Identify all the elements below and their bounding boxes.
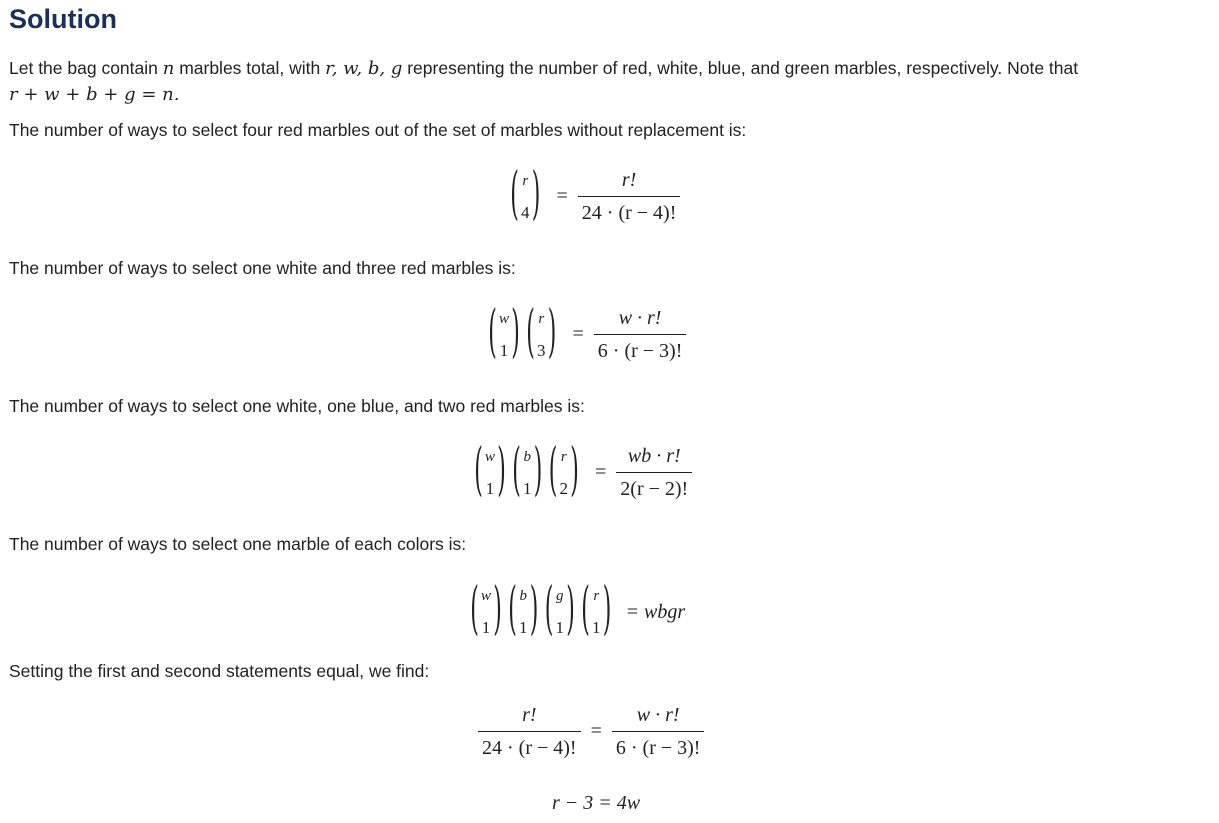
denominator: 24 · (r − 4)! xyxy=(578,196,681,225)
left-fraction xyxy=(478,703,581,760)
binom-top: g xyxy=(556,588,564,604)
binom-top: r xyxy=(538,310,545,327)
binom-bottom: 1 xyxy=(592,618,601,637)
binom-top: r xyxy=(522,172,529,189)
intro-sum-line xyxy=(9,81,179,108)
binom-bottom: 3 xyxy=(537,340,546,360)
binomial-r-3: ( r 3 ) xyxy=(526,300,557,366)
binomial-r-1: ( r 1 ) xyxy=(581,578,612,644)
binomial-w-1: ( w 1 ) xyxy=(474,438,506,504)
binom-bottom: 1 xyxy=(481,618,491,637)
binomial-w-1: ( w 1 ) xyxy=(488,300,520,366)
paragraph-white-three-red: The number of ways to select one white and three red marbles is: xyxy=(9,258,516,278)
fraction xyxy=(594,306,687,363)
binomial-r-4: ( r 4 ) xyxy=(510,162,541,228)
equation-each-color xyxy=(470,578,686,644)
numerator: w · r! xyxy=(618,307,662,329)
intro-text-c: representing the number of red, white, blue, and green marbles, respectively. Note that xyxy=(402,58,1079,78)
binomial-w-1: ( w 1 ) xyxy=(470,578,502,644)
binomial-b-1: ( b 1 ) xyxy=(512,438,543,504)
fraction xyxy=(578,168,681,225)
binom-bottom: 1 xyxy=(523,478,532,498)
equation-white-blue-two-red: ( w 1 ) ( b 1 ) ( r 2 ) = $\frac{wb \cdot r!}{2(r - 2)!}$ xyxy=(474,444,692,501)
binom-top: w xyxy=(499,310,510,327)
product-rhs: = wbgr xyxy=(625,600,686,623)
binom-bottom: 4 xyxy=(521,202,530,222)
equation-four-red: ( r 4 ) = $\frac{r!}{24 \cdot (r - 4)!}$ xyxy=(510,168,680,225)
var-n: n xyxy=(162,58,175,79)
var-list: r, w, b, g xyxy=(325,58,403,79)
equation-result: r − 3 = 4w xyxy=(552,792,641,814)
paragraph-four-red: The number of ways to select four red marbles out of the set of marbles without replacement is: xyxy=(9,120,747,140)
binom-top: b xyxy=(519,588,528,604)
denominator: 6 · (r − 3)! xyxy=(594,334,687,363)
binom-top: w xyxy=(485,448,496,465)
fraction xyxy=(616,444,692,501)
numerator: r! xyxy=(621,169,637,191)
binomial-b-1: ( b 1 ) xyxy=(508,578,539,644)
paragraph-white-blue-two-red: The number of ways to select one white, one blue, and two red marbles is: xyxy=(9,396,585,416)
numerator: w · r! xyxy=(636,704,680,726)
equation-white-three-red: ( w 1 ) ( r 3 ) = $\frac{w \cdot r!}{6 \cdot (r - 3)!}$ xyxy=(488,306,686,363)
equation-setting-equal: $\frac{r!}{24 \cdot (r - 4)!}$ = $\frac{w \cdot r!}{6 \cdot (r - 3)!}$ xyxy=(478,703,704,760)
binom-bottom: 1 xyxy=(485,478,495,498)
binom-bottom: 1 xyxy=(555,618,565,637)
intro-text-a: Let the bag contain xyxy=(9,58,163,78)
binom-bottom: 1 xyxy=(499,340,509,360)
paragraph-each-color: The number of ways to select one marble of each colors is: xyxy=(9,534,467,554)
right-fraction xyxy=(612,703,705,760)
binomial-r-2: ( r 2 ) xyxy=(548,438,579,504)
sum-equation: r + w + b + g = n. xyxy=(9,84,180,105)
binomial-g-1: ( g 1 ) xyxy=(544,578,575,644)
binom-top: r xyxy=(560,448,567,465)
denominator: 6 · (r − 3)! xyxy=(612,731,705,760)
binom-bottom: 2 xyxy=(559,478,569,498)
intro-paragraph xyxy=(9,55,1078,82)
numerator: r! xyxy=(522,704,537,726)
binom-top: b xyxy=(523,448,532,465)
intro-text-b: marbles total, with xyxy=(174,58,326,78)
denominator: 24 · (r − 4)! xyxy=(478,731,581,760)
binom-bottom: 1 xyxy=(519,618,528,637)
binom-top: w xyxy=(481,588,492,604)
denominator: 2(r − 2)! xyxy=(616,472,692,501)
section-heading: Solution xyxy=(9,4,117,34)
paragraph-setting-equal: Setting the first and second statements equal, we find: xyxy=(9,661,430,681)
binom-top: r xyxy=(593,588,600,604)
numerator: wb · r! xyxy=(627,445,681,467)
